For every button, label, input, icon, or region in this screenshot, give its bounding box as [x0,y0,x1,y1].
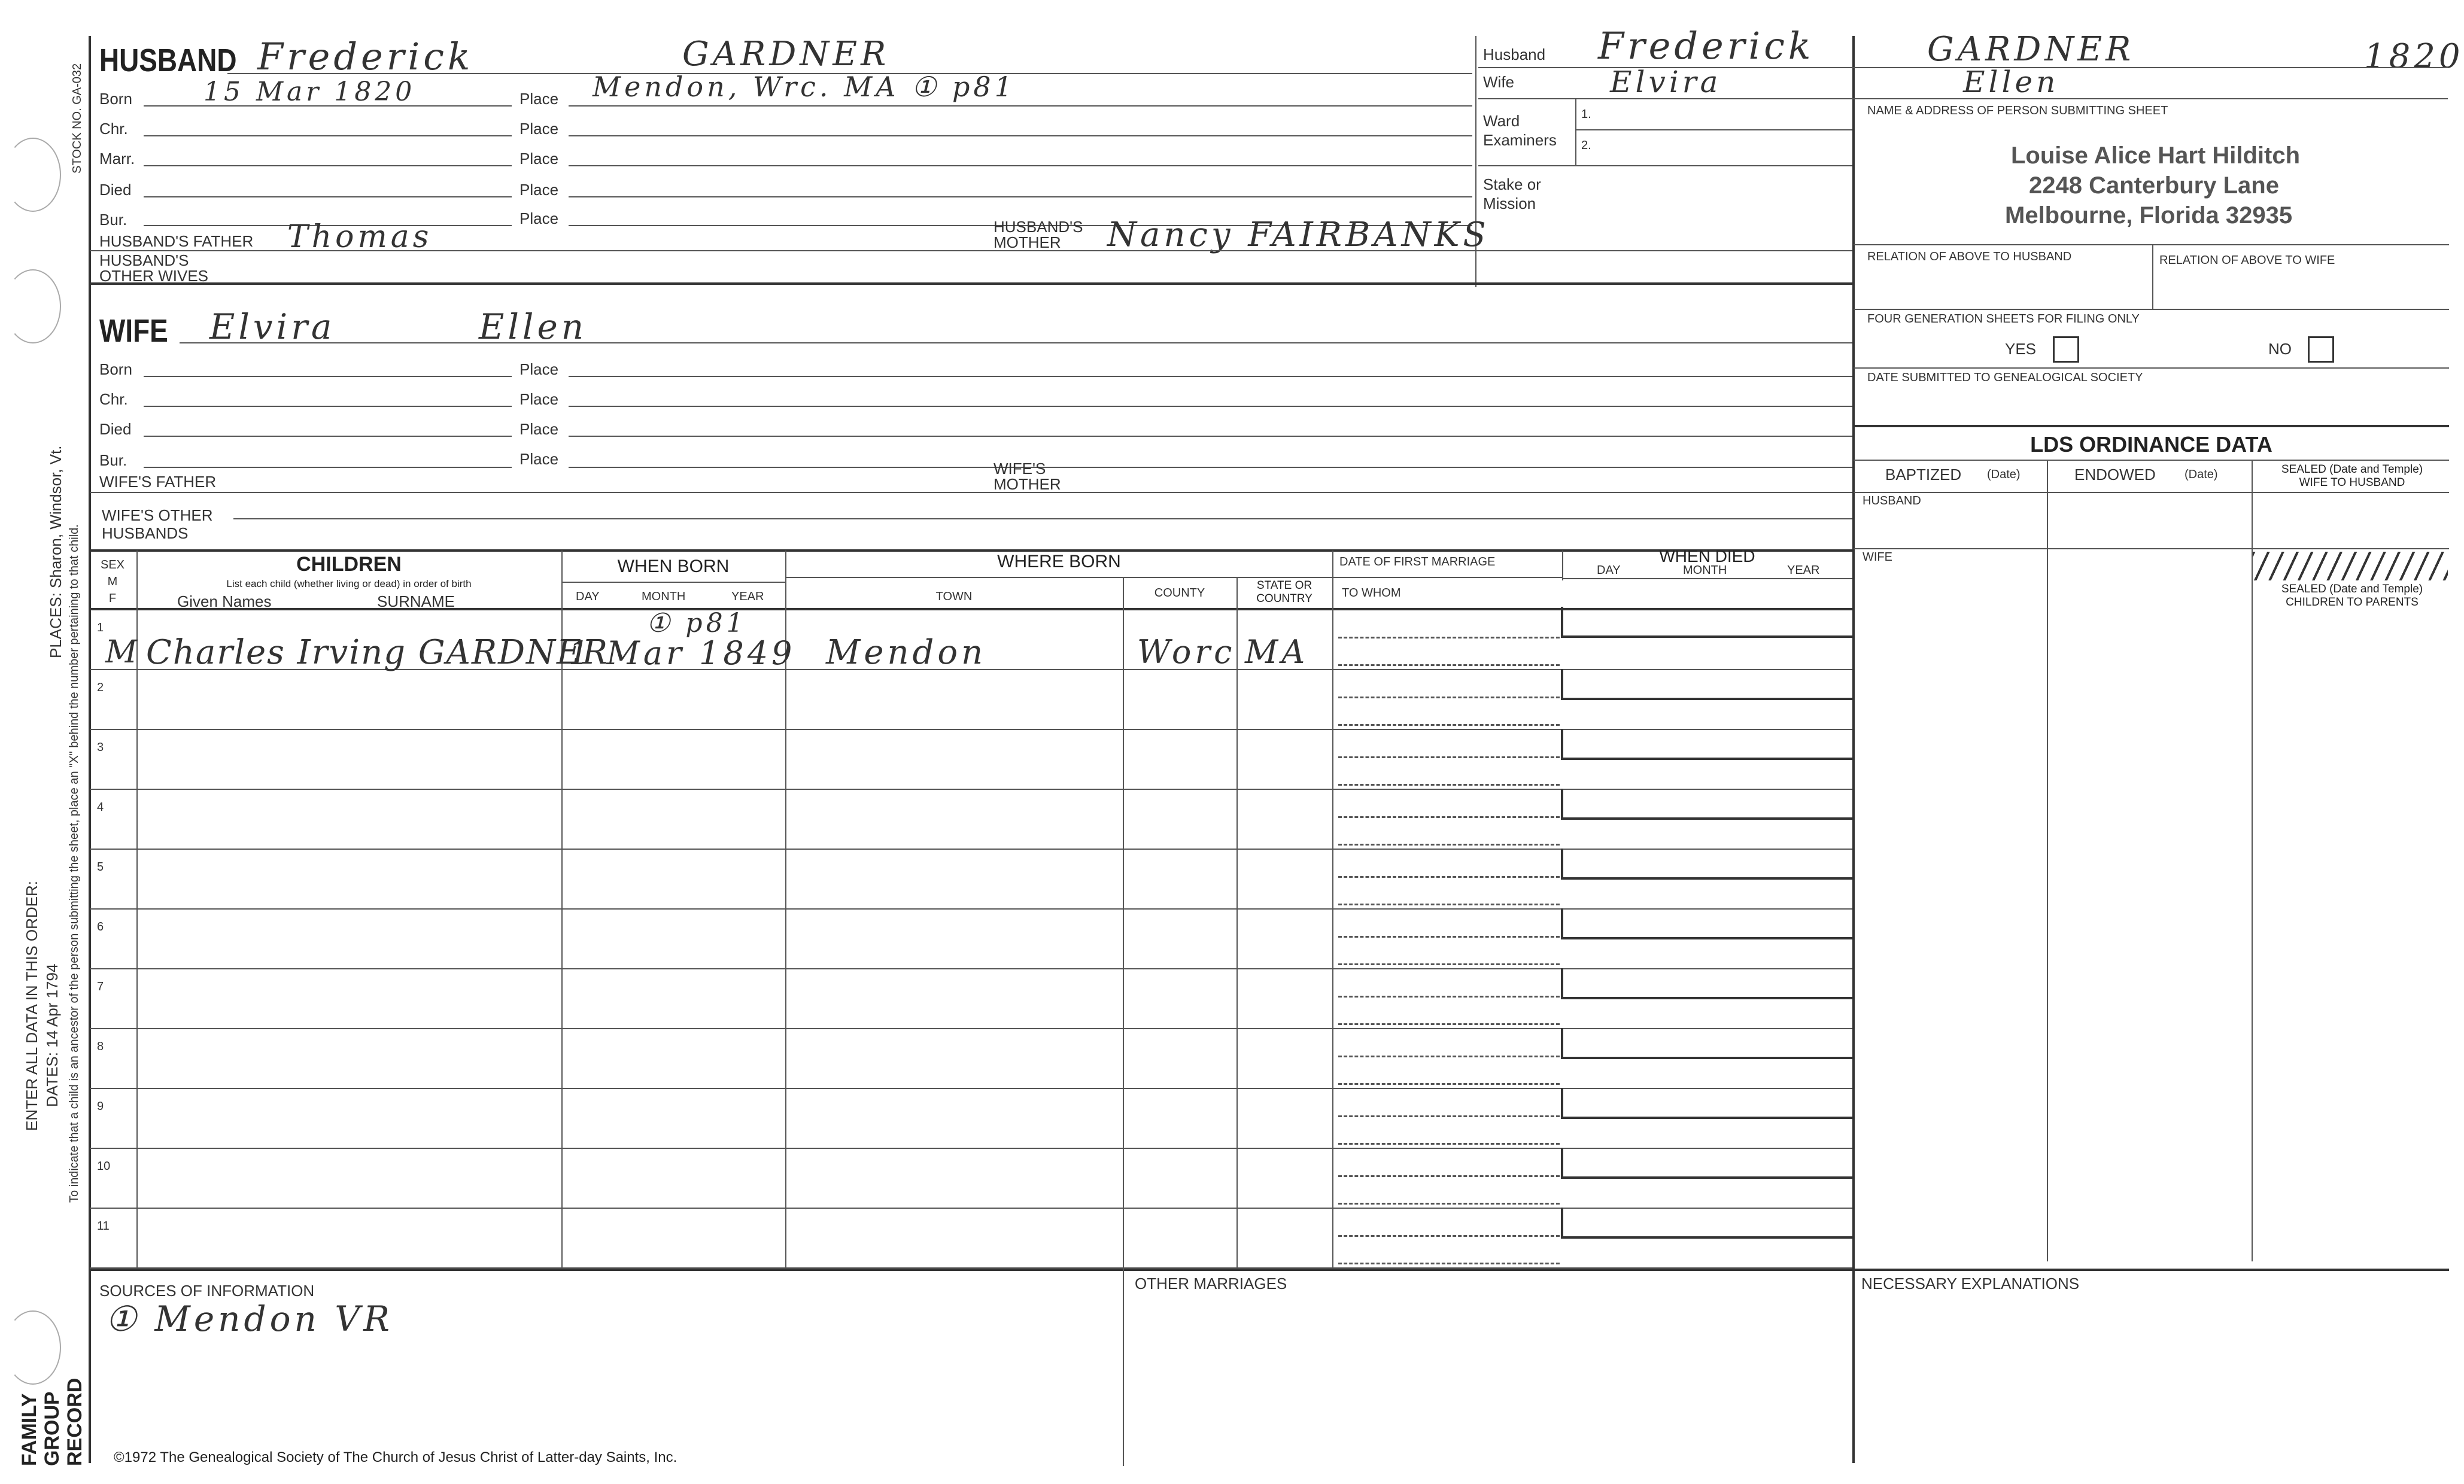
header-husband-year[interactable]: 1820 [2364,37,2464,76]
wife-died-place-label: Place [519,420,559,438]
relation-wife-label: RELATION OF ABOVE TO WIFE [2159,254,2335,267]
when-died-field[interactable] [1561,607,1855,638]
relation-husband-label: RELATION OF ABOVE TO HUSBAND [1867,250,2072,263]
when-died-field[interactable] [1561,1148,1855,1179]
born-day-header: DAY [576,590,600,603]
husband-other-wives-label-2: OTHER WIVES [99,267,209,285]
ward-divider [1575,99,1576,165]
when-died-field[interactable] [1561,669,1855,700]
wife-chr-place-label: Place [519,390,559,408]
necessary-explanations-label: NECESSARY EXPLANATIONS [1861,1275,2080,1293]
lds-sealed-children-label [2256,583,2448,609]
submitter-name[interactable]: Louise Alice Hart Hilditch [2011,142,2301,169]
lds-col-divider-1 [2047,460,2048,1261]
header-husband-given[interactable]: Frederick [1598,24,1815,68]
lds-sealed-children-1: SEALED (Date and Temple) [2281,583,2423,595]
husband-mother-label-2: MOTHER [994,233,1061,251]
first-marriage-header-line [1332,577,1562,578]
died-month-header: MONTH [1683,564,1727,577]
header-wife-label: Wife [1483,73,1514,91]
mission-label: Mission [1483,194,1536,212]
when-died-field[interactable] [1561,1208,1855,1239]
side-enter-data: ENTER ALL DATA IN THIS ORDER: [23,880,41,1131]
husband-bur-label: Bur. [99,211,127,229]
lds-endowed-label: ENDOWED [2074,466,2156,483]
header-wife-given[interactable]: Elvira [1610,65,1722,99]
lds-sealed-wife-1: SEALED (Date and Temple) [2281,463,2423,476]
ward-examiners-label [1483,111,1557,150]
child-row-number: 8 [97,1040,104,1053]
wife-died-line [144,436,512,437]
child-1-town[interactable]: Mendon [826,633,987,672]
col-divider-town [1123,578,1124,1269]
wife-born-place-line [569,376,1852,377]
to-whom-line [1338,904,1560,905]
lds-title-line [1854,460,2449,461]
sex-header [90,556,135,607]
husband-surname[interactable]: GARDNER [682,35,890,74]
wife-bur-line [144,467,512,468]
header-wife-line [1478,98,2448,99]
child-1-source-note[interactable]: ① p81 [646,608,747,638]
binder-hole [5,1310,61,1385]
to-whom-line [1338,844,1560,846]
husband-born-place-line [569,105,1472,107]
binder-hole [5,269,61,343]
side-dates: DATES: 14 Apr 1794 [43,963,61,1107]
husband-mother-label [994,219,1083,250]
husband-born-place[interactable]: Mendon, Wrc. MA ① p81 [593,71,1016,103]
child-1-born[interactable]: 1 Mar 1849 [569,634,796,672]
husband-died-place-label: Place [519,181,559,199]
wife-born-label: Born [99,360,132,378]
col-divider-marriage-header [1562,551,1563,580]
first-marriage-date-line [1338,816,1560,818]
husband-marr-place-line [569,165,1472,166]
yes-label: YES [2005,340,2037,358]
surname-header: SURNAME [377,592,455,610]
ward-examiner-1[interactable]: 1. [1581,108,1591,121]
wife-born-line [144,376,512,377]
header-husband-surname[interactable]: GARDNER [1927,30,2135,69]
husband-chr-line [144,135,512,136]
child-row-number: 7 [97,980,104,993]
first-marriage-date-line [1338,637,1560,638]
to-whom-line [1338,724,1560,726]
wife-died-place-line [569,436,1852,437]
lds-sealed-wife-label [2256,463,2448,489]
wife-bur-label: Bur. [99,451,127,469]
submitter-city[interactable]: Melbourne, Florida 32935 [2005,202,2293,229]
died-day-header: DAY [1597,564,1621,577]
lds-baptized-date-label: (Date) [1987,468,2021,481]
husband-section-bottom [90,282,1852,285]
children-header: CHILDREN [296,553,402,576]
to-whom-line [1338,1203,1560,1205]
stake-label: Stake or [1483,175,1541,193]
town-header: TOWN [935,590,973,603]
submitter-bottom-line [1854,244,2449,245]
other-marriages-label: OTHER MARRIAGES [1135,1275,1287,1293]
family-group-record-label [18,1378,86,1466]
wife-bur-place-label: Place [519,450,559,468]
sex-label: SEX [100,558,125,571]
no-checkbox[interactable] [2308,336,2334,363]
header-husband-label: Husband [1483,45,1546,63]
yes-checkbox[interactable] [2053,336,2079,363]
wife-died-label: Died [99,420,132,438]
relation-divider [2152,244,2153,310]
sex-f-label: F [108,592,117,605]
to-whom-header: TO WHOM [1342,586,1401,600]
wife-name-line [180,342,1852,343]
wife-other-husbands-line [233,518,1852,519]
husband-died-label: Died [99,181,132,199]
wife-given-name[interactable]: Elvira [209,306,336,347]
first-marriage-date-line [1338,1115,1560,1117]
husband-other-wives-label [99,253,208,284]
wife-mother-label-2: MOTHER [994,475,1061,493]
husband-marr-label: Marr. [99,150,135,168]
sex-m-label: M [107,575,118,588]
husband-born-date[interactable]: 15 Mar 1820 [203,77,416,107]
where-born-header-line [785,577,1333,578]
lds-sealed-wife-2: WIFE TO HUSBAND [2299,476,2405,489]
lds-endowed-date-label: (Date) [2185,468,2218,481]
child-row-number: 6 [97,920,104,933]
county-header: COUNTY [1154,586,1205,600]
wife-other-husbands-2: HUSBANDS [102,524,189,542]
state-header [1236,579,1332,606]
husband-bur-place-label: Place [519,209,559,227]
first-marriage-date-line [1338,756,1560,758]
child-row-number: 11 [97,1220,110,1233]
first-marriage-date-line [1338,936,1560,938]
examiners-label: Examiners [1483,131,1557,149]
husband-chr-label: Chr. [99,120,128,138]
to-whom-line [1338,664,1560,666]
husband-father[interactable]: Thomas [287,219,433,255]
first-marriage-header: DATE OF FIRST MARRIAGE [1339,555,1496,568]
child-row-number: 10 [97,1160,111,1173]
stake-mission-label [1483,175,1541,213]
lds-husband-label: HUSBAND [1863,494,1921,507]
husband-marr-line [144,165,512,166]
when-died-field[interactable] [1561,1028,1855,1059]
to-whom-line [1338,784,1560,786]
stock-number: STOCK NO. GA-032 [71,63,84,174]
lds-hatched-box [2253,552,2448,580]
bottom-section-top [90,1269,2449,1271]
fgr-word-2: GROUP [41,1391,63,1466]
wife-chr-label: Chr. [99,390,128,408]
child-row-number: 3 [97,741,104,754]
wife-chr-place-line [569,406,1852,407]
when-died-field[interactable] [1561,968,1855,999]
col-divider-where-born [1332,551,1333,1269]
lds-wife-label: WIFE [1863,551,1892,564]
wife-surname[interactable]: Ellen [479,306,588,347]
no-label: NO [2268,340,2292,358]
husband-born-place-label: Place [519,90,559,108]
to-whom-line [1338,963,1560,965]
child-row-number: 5 [97,860,104,874]
lds-title: LDS ORDINANCE DATA [2030,432,2272,457]
copyright-text: ©1972 The Genealogical Society of The Church of Jesus Christ of Latter-day Saints, Inc. [114,1449,677,1465]
first-marriage-date-line [1338,697,1560,698]
husband-mother[interactable]: Nancy FAIRBANKS [1107,215,1490,254]
fgr-word-3: RECORD [63,1377,86,1466]
first-marriage-date-line [1338,1175,1560,1177]
husband-born-label: Born [99,90,132,108]
four-gen-label: FOUR GENERATION SHEETS FOR FILING ONLY [1867,312,2140,326]
husband-chr-place-line [569,135,1472,136]
first-marriage-date-line [1338,1235,1560,1237]
when-died-field[interactable] [1561,908,1855,939]
col-divider-county [1236,578,1238,1269]
when-died-field[interactable] [1561,729,1855,760]
when-died-header: WHEN DIED [1659,547,1755,565]
died-year-header: YEAR [1787,564,1820,577]
relation-bottom-line [1854,309,2449,310]
bottom-divider-1 [1123,1269,1124,1466]
husband-chr-place-label: Place [519,120,559,138]
child-1-name[interactable]: Charles Irving GARDNER [146,633,609,672]
date-submitted-label: DATE SUBMITTED TO GENEALOGICAL SOCIETY [1867,371,2143,384]
lds-sealed-children-2: CHILDREN TO PARENTS [2286,596,2419,609]
when-died-field[interactable] [1561,789,1855,820]
wife-chr-line [144,406,512,407]
husband-parents-line [90,250,1852,251]
wife-other-husbands-label [102,506,213,542]
sources-value[interactable]: ① Mendon VR [105,1298,393,1339]
header-wife-surname[interactable]: Ellen [1963,65,2059,99]
born-month-header: MONTH [642,590,686,603]
lds-baptized-label: BAPTIZED [1885,466,1962,483]
ward-examiner-2[interactable]: 2. [1581,139,1591,152]
first-marriage-date-line [1338,876,1560,878]
wife-heading: WIFE [99,313,168,349]
to-whom-line [1338,1083,1560,1085]
wife-bur-place-line [569,467,1852,468]
children-list-note: List each child (whether living or dead) in order of birth [226,578,472,589]
child-row-number: 1 [97,621,104,634]
submitter-label: NAME & ADDRESS OF PERSON SUBMITTING SHEET [1867,104,2168,117]
husband-father-label: HUSBAND'S FATHER [99,232,254,250]
when-died-field[interactable] [1561,1088,1855,1119]
wife-other-husbands-1: WIFE'S OTHER [102,506,213,524]
to-whom-line [1338,1263,1560,1264]
child-1-state[interactable]: MA [1245,633,1309,671]
husband-died-place-line [569,196,1472,197]
side-places: PLACES: Sharon, Windsor, Vt. [47,445,65,658]
husband-born-line [144,105,512,107]
to-whom-line [1338,1023,1560,1025]
lds-husband-line [1854,548,2449,549]
child-row-number: 4 [97,801,104,814]
first-marriage-date-line [1338,1056,1560,1057]
when-died-field[interactable] [1561,849,1855,880]
side-indicate-note: To indicate that a child is an ancestor of the person submitting the sheet, place an "X" behind the number pertaining to that child. [68,524,81,1203]
date-submitted-bottom-line [1854,425,2449,427]
when-born-header: WHEN BORN [617,556,730,576]
four-gen-bottom-line [1854,367,2449,369]
wife-born-place-label: Place [519,360,559,378]
husband-mother-label-1: HUSBAND'S [994,218,1083,236]
state-header-2: COUNTRY [1256,592,1312,605]
wife-parents-line [90,492,1852,493]
wife-mother-label [994,461,1061,492]
child-1-sex[interactable]: M [105,634,141,670]
child-row-number: 2 [97,681,104,694]
sources-label: SOURCES OF INFORMATION [99,1282,315,1300]
fgr-word-1: FAMILY [18,1393,41,1466]
binder-hole [5,138,61,212]
when-died-header-line [1562,578,1852,579]
first-marriage-date-line [1338,996,1560,998]
when-born-header-line [561,582,785,583]
wife-father-label: WIFE'S FATHER [99,473,217,491]
husband-marr-place-label: Place [519,150,559,168]
lds-header-line [1854,492,2449,493]
husband-died-line [144,196,512,197]
ward-bottom-line [1478,165,1852,166]
given-names-header: Given Names [177,592,272,610]
where-born-header: WHERE BORN [997,552,1121,571]
state-header-1: STATE OR [1256,579,1312,592]
husband-given-name[interactable]: Frederick [257,35,474,78]
ward-line-1 [1575,129,1852,130]
to-whom-line [1338,1143,1560,1145]
submitter-street[interactable]: 2248 Canterbury Lane [2029,172,2279,199]
child-1-county[interactable]: Worc [1137,633,1236,671]
child-row-number: 9 [97,1100,104,1113]
husband-other-wives-label-1: HUSBAND'S [99,251,189,269]
ward-label: Ward [1483,112,1520,130]
husband-heading: HUSBAND [99,42,237,78]
wife-mother-label-1: WIFE'S [994,460,1046,478]
born-year-header: YEAR [731,590,764,603]
